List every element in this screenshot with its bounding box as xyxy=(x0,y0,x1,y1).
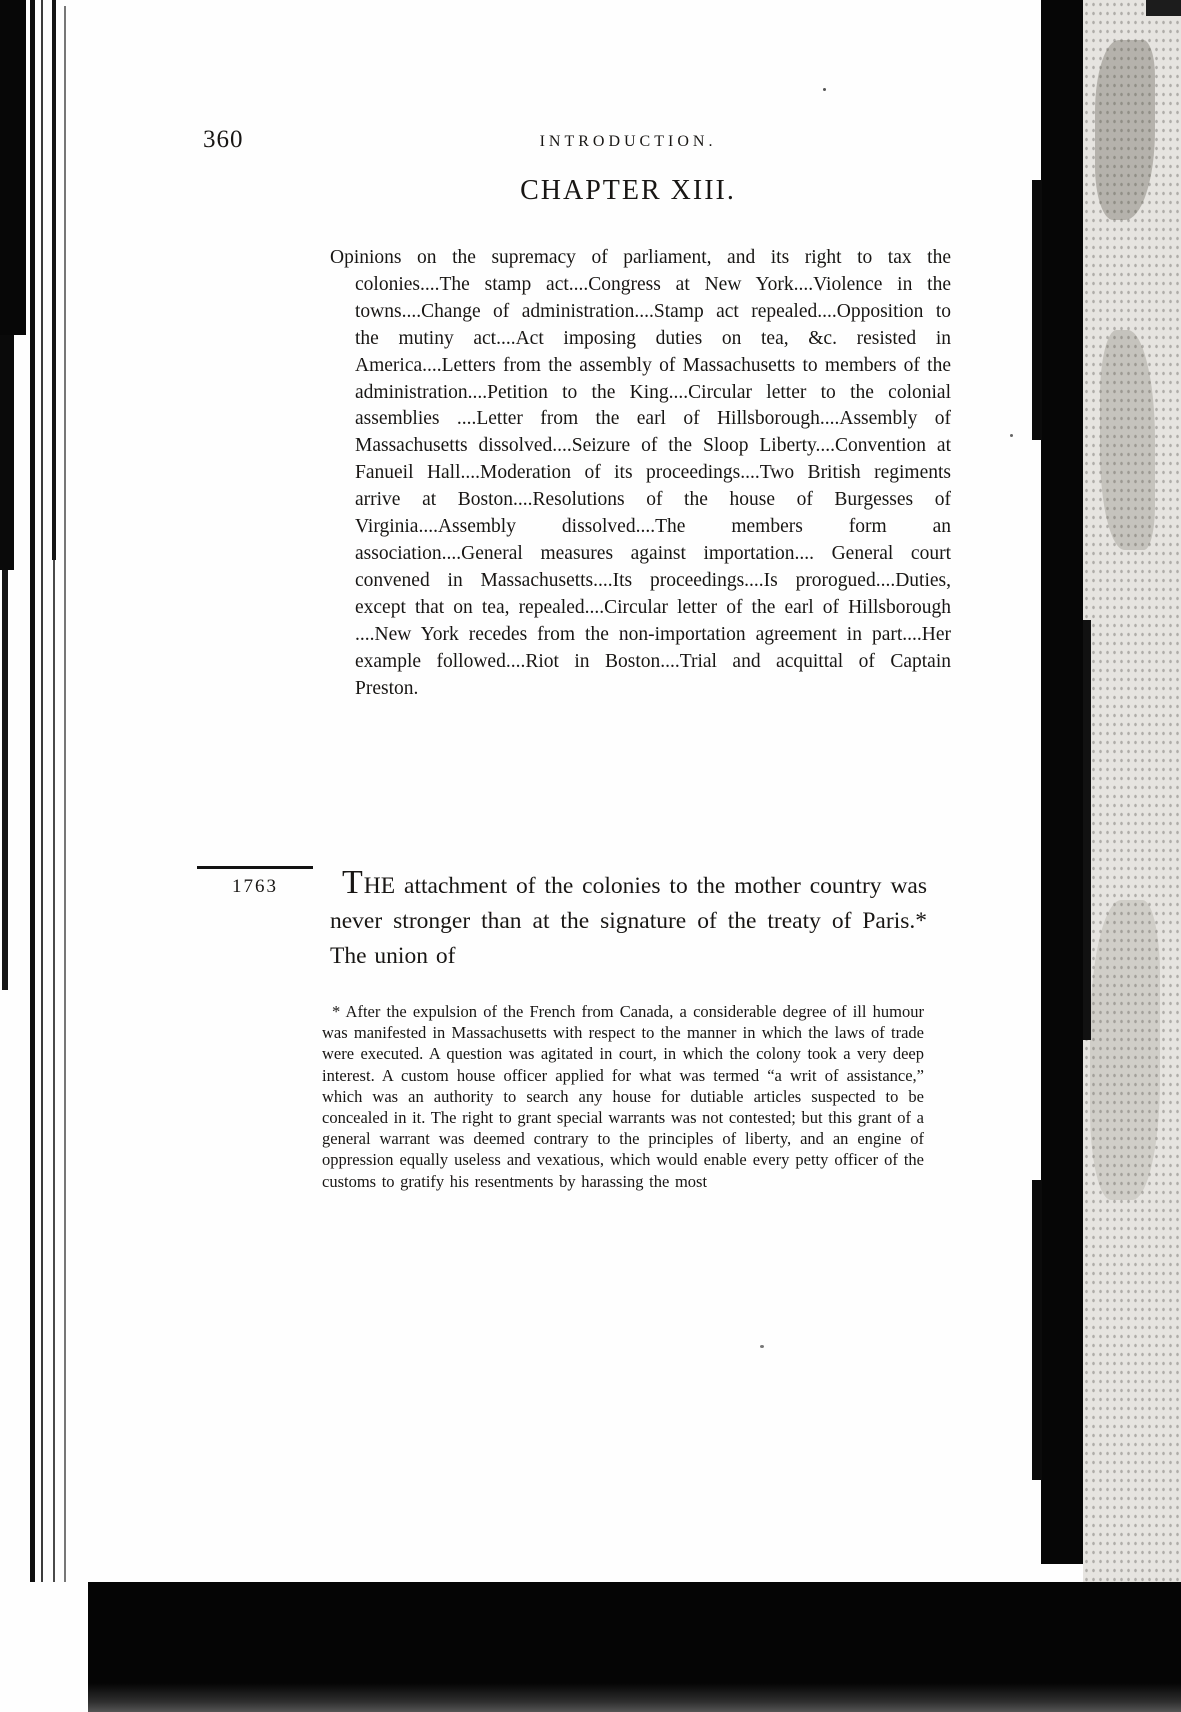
margin-year-note xyxy=(197,866,313,898)
scan-artifact-smudge xyxy=(1095,40,1155,220)
scan-artifact-left-binding-blob xyxy=(0,335,14,570)
scan-artifact-right-paper-texture xyxy=(1083,0,1181,1582)
scan-artifact-right-black-band xyxy=(1032,1180,1042,1480)
scan-artifact-right-black-band xyxy=(1083,620,1091,1040)
running-head: INTRODUCTION. xyxy=(539,133,717,150)
scan-artifact-left-binding-blob xyxy=(2,570,8,990)
scan-artifact-binding-line xyxy=(41,0,43,1582)
scan-artifact-right-black-band xyxy=(1041,0,1083,1564)
scan-artifact-speck xyxy=(1010,434,1013,437)
body-paragraph xyxy=(330,864,927,974)
scan-artifact-binding-line xyxy=(30,0,35,1582)
scan-artifact-corner-mark xyxy=(1146,0,1181,16)
body-initial-letter: T xyxy=(342,864,364,901)
scan-artifact-speck xyxy=(760,1345,764,1348)
chapter-summary: Opinions on the supremacy of parliament, and its right to tax the colonies....The stamp act....Congress at New York....Violence in the towns....Change of administration....Stamp act repealed....Opposition to the mutiny act....Act imposing duties on tea, &c. resisted in America....Letters from the assembly of Massachusetts to members of the administration....Petition to the King....Circular letter to the colonial assemblies ....Letter from the earl of Hillsborough....Assembly of Massachusetts dissolved....Seizure of the Sloop Liberty....Convention at Fanueil Hall....Moderation of its proceedings....Two British regiments arrive at Boston....Resolutions of the house of Burgesses of Virginia....Assembly dissolved....The members form an association....General measures against importation.... General court convened in Massachusetts....Its proceedings....Is prorogued....Duties, except that on tea, repealed....Circular letter of the earl of Hillsborough ....New York recedes from the non-importation agreement in part....Her example followed....Riot in Boston....Trial and acquittal of Captain Preston. xyxy=(330,247,951,699)
footnote: * After the expulsion of the French from Canada, a considerable degree of ill humour was manifested in Massachusetts with respect to the manner in which the laws of trade were executed. A question was agitated in court, in which the colony took a very deep interest. A custom house officer applied for what was termed “a writ of assistance,” which was an authority to search any house for dutiable articles suspected to be concealed in it. The right to grant special warrants was not contested; but this grant of a general warrant was deemed contrary to the principles of liberty, and an engine of oppression equally useless and vexatious, which would enable every petty officer of the customs to gratify his resentments by harassing the most xyxy=(322,1002,924,1191)
scan-artifact-bottom-black-bar xyxy=(88,1582,1181,1712)
margin-year: 1763 xyxy=(232,876,278,897)
scan-artifact-binding-line xyxy=(53,560,55,1582)
scan-artifact-speck xyxy=(823,88,826,91)
page-number: 360 xyxy=(203,126,244,153)
scan-artifact-binding-line xyxy=(64,6,66,1582)
chapter-title: CHAPTER XIII. xyxy=(520,175,736,206)
scan-artifact-right-black-band xyxy=(1032,180,1042,440)
scan-artifact-smudge xyxy=(1090,900,1160,1200)
scan-artifact-left-binding-blob xyxy=(0,0,26,335)
body-paragraph-text: HE attachment of the colonies to the mother country was never stronger than at the signature of the treaty of Paris.* The union of xyxy=(330,873,927,969)
scan-artifact-smudge xyxy=(1100,330,1155,550)
scan-artifact-binding-line xyxy=(52,0,56,560)
